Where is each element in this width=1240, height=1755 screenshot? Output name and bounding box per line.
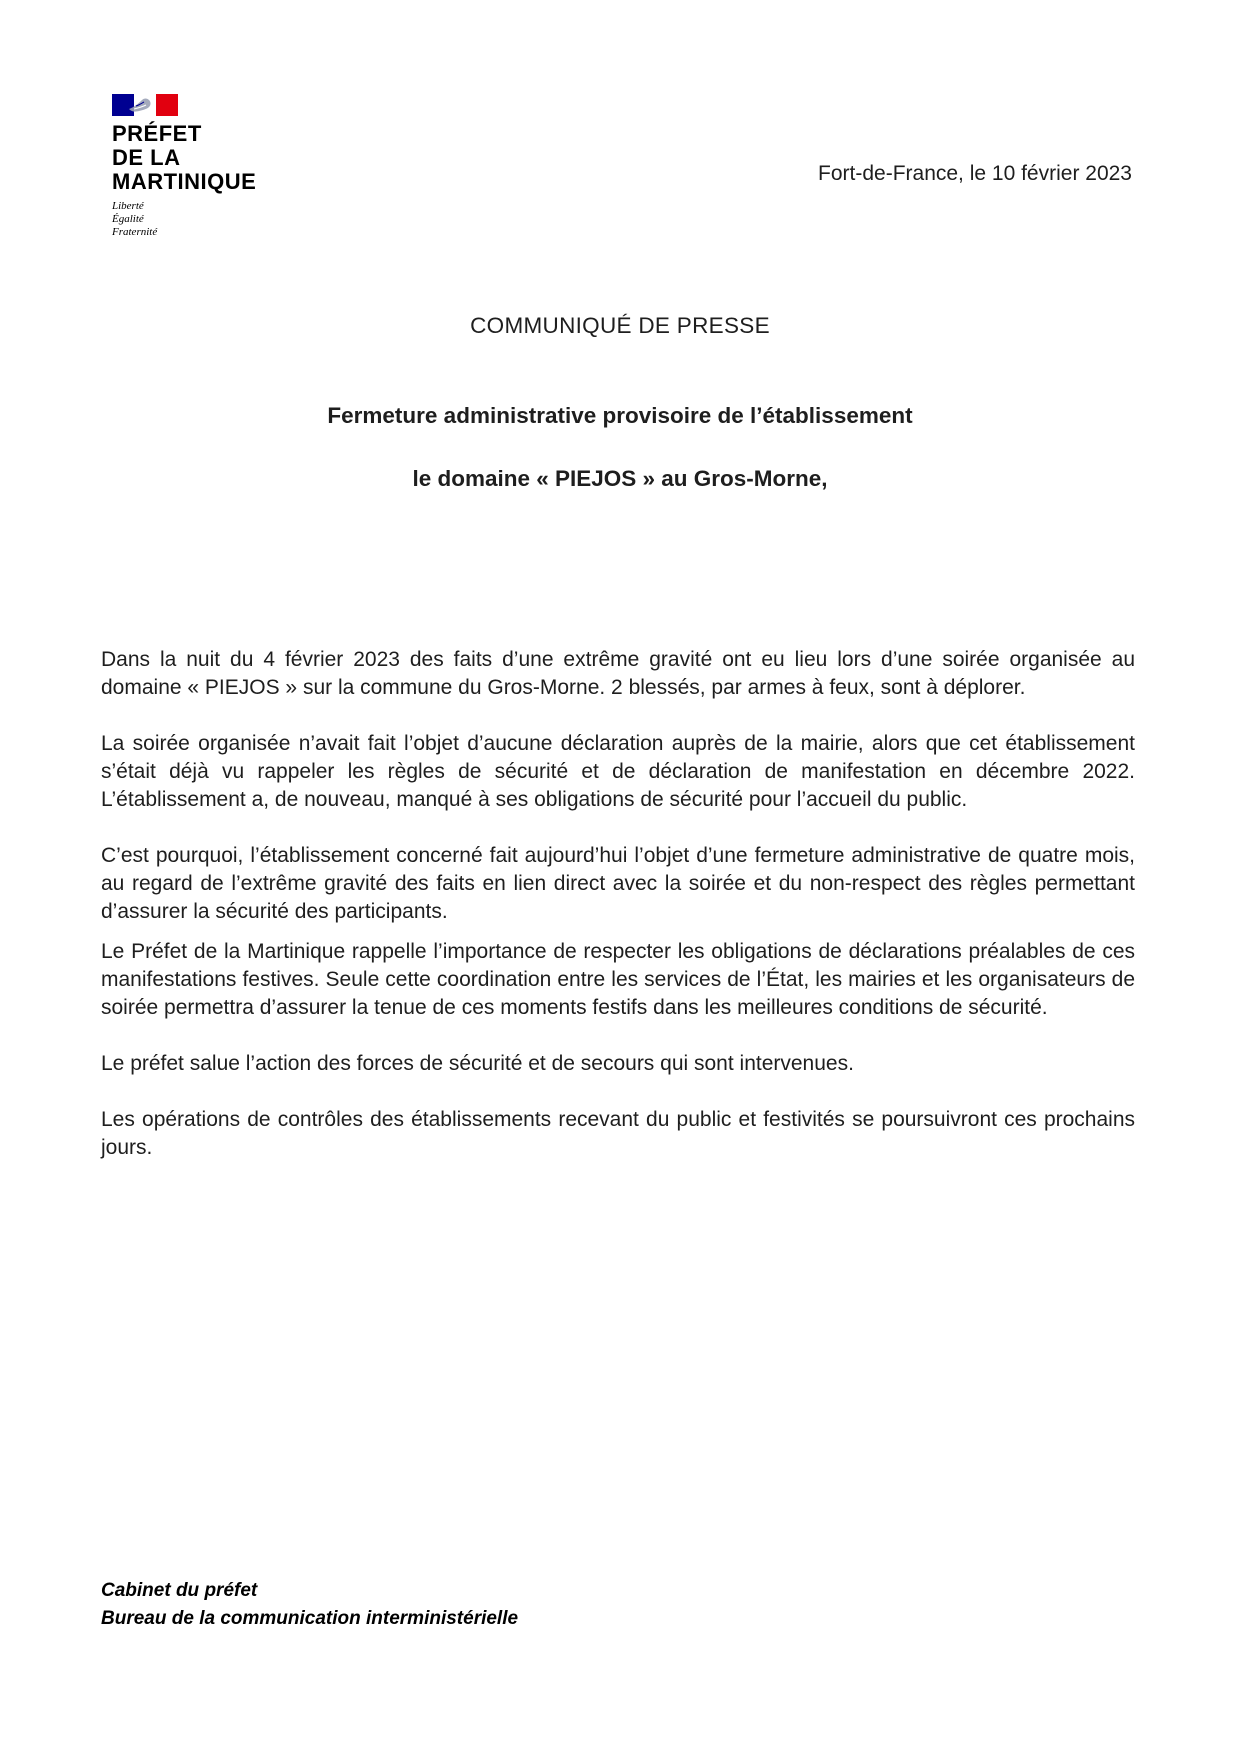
prefecture-logo bbox=[112, 94, 312, 239]
organization-name-line-1: PRÉFET bbox=[112, 121, 202, 146]
body-paragraph: La soirée organisée n’avait fait l’objet d’aucune déclaration auprès de la mairie, alors que cet établissement s’était déjà vu rappeler les règles de sécurité et de déclaration de manifestation en décembre 2022. L’établissement a, de nouveau, manqué à ses obligations de sécurité pour l’accueil du public. bbox=[101, 732, 1135, 811]
motto-egalite: Égalité bbox=[112, 213, 144, 225]
document-type: COMMUNIQUÉ DE PRESSE bbox=[470, 313, 770, 338]
signature-bureau: Bureau de la communication interministérielle bbox=[101, 1608, 519, 1629]
press-release-body bbox=[101, 646, 1135, 1162]
signature-cabinet: Cabinet du préfet bbox=[101, 1580, 258, 1601]
body-paragraph: Les opérations de contrôles des établissements recevant du public et festivités se poursuivront ces prochains jours. bbox=[101, 1108, 1135, 1159]
signature-block bbox=[101, 1577, 518, 1633]
place-and-date: Fort-de-France, le 10 février 2023 bbox=[818, 162, 1132, 185]
marianne-flag-icon bbox=[112, 94, 178, 116]
body-paragraph: Dans la nuit du 4 février 2023 des faits d’une extrême gravité ont eu lieu lors d’une soirée organisée au domaine « PIEJOS » sur la commune du Gros-Morne. 2 blessés, par armes à feux, sont à déplorer. bbox=[101, 648, 1135, 699]
organization-name-line-2: DE LA bbox=[112, 145, 181, 170]
republic-motto bbox=[112, 200, 312, 239]
motto-liberte: Liberté bbox=[112, 200, 144, 212]
headline-line-1: Fermeture administrative provisoire de l’établissement bbox=[327, 403, 913, 428]
organization-name-line-3: MARTINIQUE bbox=[112, 169, 257, 194]
body-paragraph: C’est pourquoi, l’établissement concerné fait aujourd’hui l’objet d’une fermeture administrative de quatre mois, au regard de l’extrême gravité des faits en lien direct avec la soirée et du non-respect des règles permettant d’assurer la sécurité des participants. bbox=[101, 844, 1135, 923]
motto-fraternite: Fraternité bbox=[112, 226, 158, 238]
headline-line-2: le domaine « PIEJOS » au Gros-Morne, bbox=[412, 466, 828, 491]
body-paragraph: Le Préfet de la Martinique rappelle l’importance de respecter les obligations de déclarations préalables de ces manifestations festives. Seule cette coordination entre les services de l’État, les mairies et les organisateurs de soirée permettra d’assurer la tenue de ces moments festifs dans les meilleures conditions de sécurité. bbox=[101, 940, 1135, 1019]
body-paragraph: Le préfet salue l’action des forces de sécurité et de secours qui sont intervenues. bbox=[101, 1052, 854, 1075]
organization-name bbox=[112, 122, 312, 194]
